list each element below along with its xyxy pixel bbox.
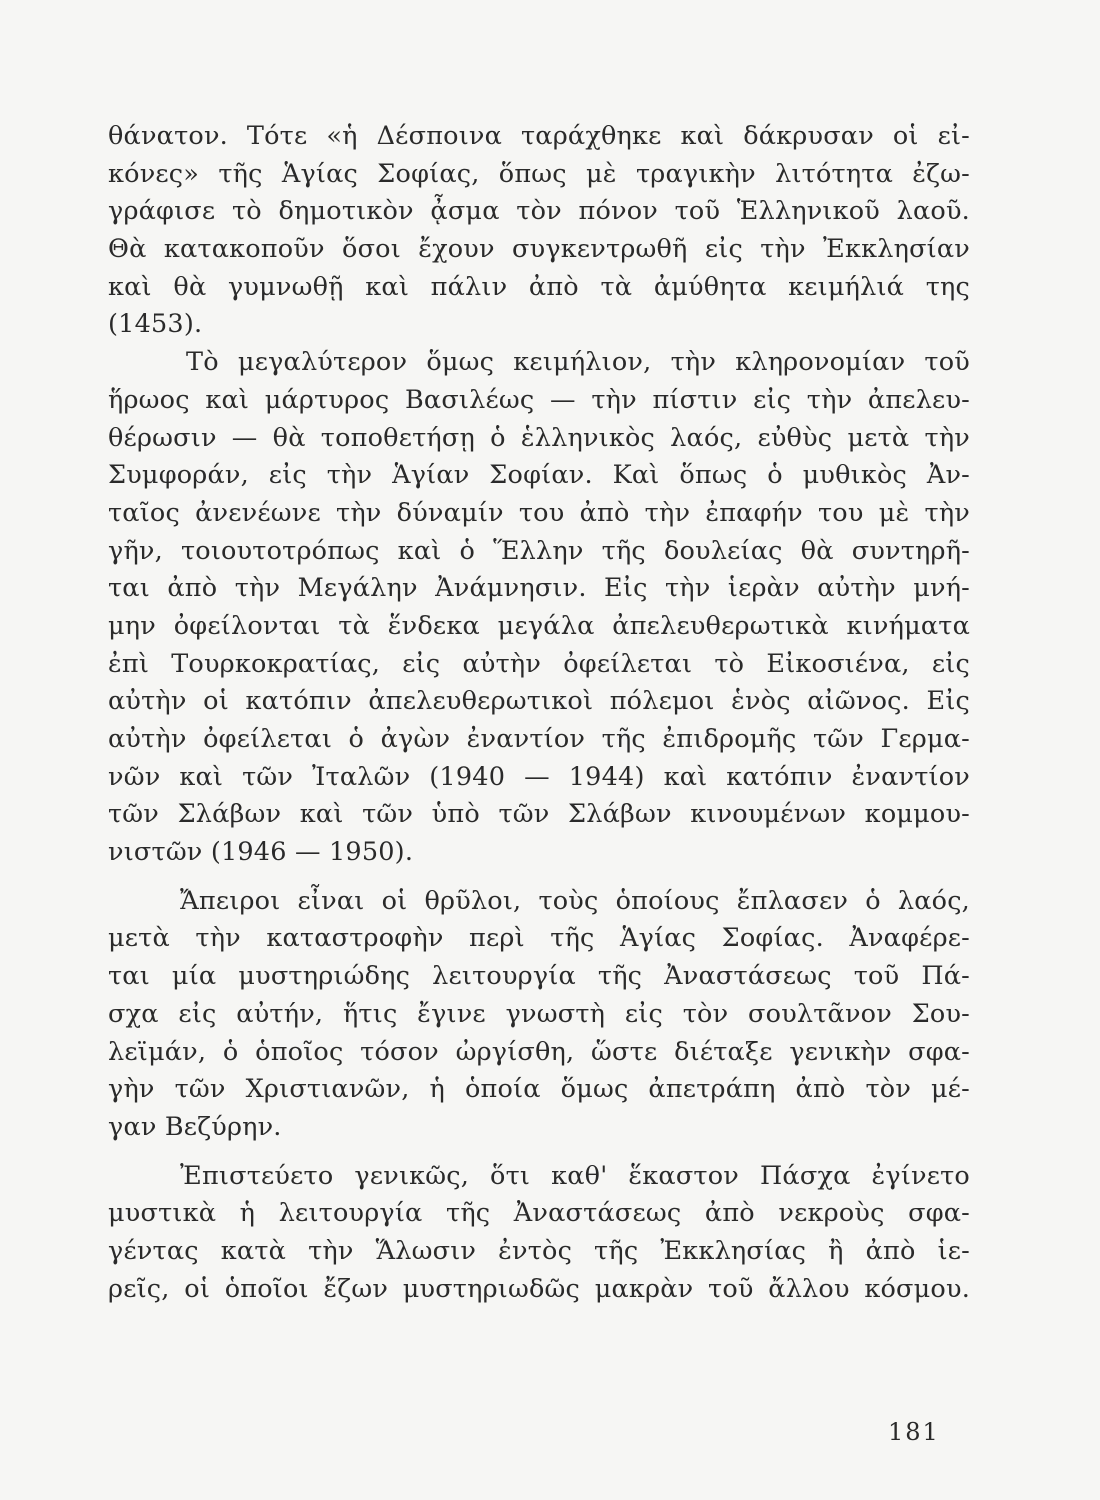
text-line: αὐτὴν ὀφείλεται ὁ ἀγὼν ἐναντίον τῆς ἐπιδρομῆς τῶν Γερμα-	[108, 724, 970, 754]
text-line: Τὸ μεγαλύτερον ὅμως κειμήλιον, τὴν κληρονομίαν τοῦ	[186, 347, 970, 378]
text-line: γέντας κατὰ τὴν Ἅλωσιν ἐντὸς τῆς Ἐκκλησίας ἢ ἀπὸ ἱε-	[108, 1235, 970, 1266]
text-line: σχα εἰς αὐτήν, ἥτις ἔγινε γνωστὴ εἰς τὸν σουλτᾶνον Σου-	[108, 998, 970, 1029]
text-line: Ἄπειροι εἶναι οἱ θρῦλοι, τοὺς ὁποίους ἔπλασεν ὁ λαός,	[180, 885, 970, 916]
text-line: μην ὀφείλονται τὰ ἕνδεκα μεγάλα ἀπελευθερωτικὰ κινήματα	[108, 610, 970, 641]
text-line: Ἐπιστεύετο γενικῶς, ὅτι καθ' ἕκαστον Πάσχα ἐγίνετο	[180, 1160, 970, 1191]
text-line: αὐτὴν οἱ κατόπιν ἀπελευθερωτικοὶ πόλεμοι ἑνὸς αἰῶνος. Εἰς	[108, 686, 970, 717]
body-text	[108, 118, 970, 1308]
paragraph-1	[108, 118, 970, 344]
text-line: τῶν Σλάβων καὶ τῶν ὑπὸ τῶν Σλάβων κινουμένων κομμου-	[108, 799, 970, 830]
text-line: ταῖος ἀνενέωνε τὴν δύναμίν του ἀπὸ τὴν ἐπαφήν του μὲ τὴν	[108, 497, 970, 528]
text-line: Συμφοράν, εἰς τὴν Ἁγίαν Σοφίαν. Καὶ ὅπως ὁ μυθικὸς Ἀν-	[108, 460, 970, 491]
text-line: ρεῖς, οἱ ὁποῖοι ἔζων μυστηριωδῶς μακρὰν τοῦ ἄλλου κόσμου.	[108, 1273, 970, 1304]
text-line: ται μία μυστηριώδης λειτουργία τῆς Ἀναστάσεως τοῦ Πά-	[108, 961, 970, 992]
text-line: γαν Βεζύρην.	[108, 1111, 282, 1142]
text-line: (1453).	[108, 309, 203, 340]
text-line: ἥρωος καὶ μάρτυρος Βασιλέως — τὴν πίστιν εἰς τὴν ἀπελευ-	[108, 384, 970, 415]
text-line: θάνατον. Τότε «ἡ Δέσποινα ταράχθηκε καὶ δάκρυσαν οἱ εἰ-	[108, 121, 970, 151]
text-line: Θὰ κατακοποῦν ὅσοι ἔχουν συγκεντρωθῆ εἰς τὴν Ἐκκλησίαν	[108, 234, 970, 265]
text-line: κόνες» τῆς Ἁγίας Σοφίας, ὅπως μὲ τραγικὴν λιτότητα ἐζω-	[108, 158, 970, 189]
text-line: νιστῶν (1946 — 1950).	[108, 837, 414, 868]
text-line: ται ἀπὸ τὴν Μεγάλην Ἀνάμνησιν. Εἰς τὴν ἱερὰν αὐτὴν μνή-	[108, 573, 970, 604]
text-line: γὴν τῶν Χριστιανῶν, ἡ ὁποία ὅμως ἀπετράπη ἀπὸ τὸν μέ-	[108, 1074, 970, 1105]
text-line: μετὰ τὴν καταστροφὴν περὶ τῆς Ἁγίας Σοφίας. Ἀναφέρε-	[108, 923, 970, 954]
page-number: 181	[888, 1418, 940, 1446]
text-line: λεϊμάν, ὁ ὁποῖος τόσον ὠργίσθη, ὥστε διέταξε γενικὴν σφα-	[108, 1036, 970, 1067]
text-line: γράφισε τὸ δημοτικὸν ᾆσμα τὸν πόνον τοῦ Ἑλληνικοῦ λαοῦ.	[108, 196, 970, 227]
text-line: γῆν, τοιουτοτρόπως καὶ ὁ Ἕλλην τῆς δουλείας θὰ συντηρῆ-	[108, 535, 970, 566]
paragraph-2	[108, 344, 970, 872]
text-line: καὶ θὰ γυμνωθῇ καὶ πάλιν ἀπὸ τὰ ἀμύθητα κειμήλιά της	[108, 271, 970, 302]
text-line: ἐπὶ Τουρκοκρατίας, εἰς αὐτὴν ὀφείλεται τὸ Εἰκοσιένα, εἰς	[108, 648, 970, 679]
text-line: θέρωσιν — θὰ τοποθετήσῃ ὁ ἑλληνικὸς λαός, εὐθὺς μετὰ τὴν	[108, 422, 970, 453]
text-line: μυστικὰ ἡ λειτουργία τῆς Ἀναστάσεως ἀπὸ νεκροὺς σφα-	[108, 1198, 970, 1229]
text-line: νῶν καὶ τῶν Ἰταλῶν (1940 — 1944) καὶ κατόπιν ἐναντίον	[108, 761, 970, 792]
paragraph-4	[108, 1158, 970, 1309]
paragraph-3	[108, 883, 970, 1147]
